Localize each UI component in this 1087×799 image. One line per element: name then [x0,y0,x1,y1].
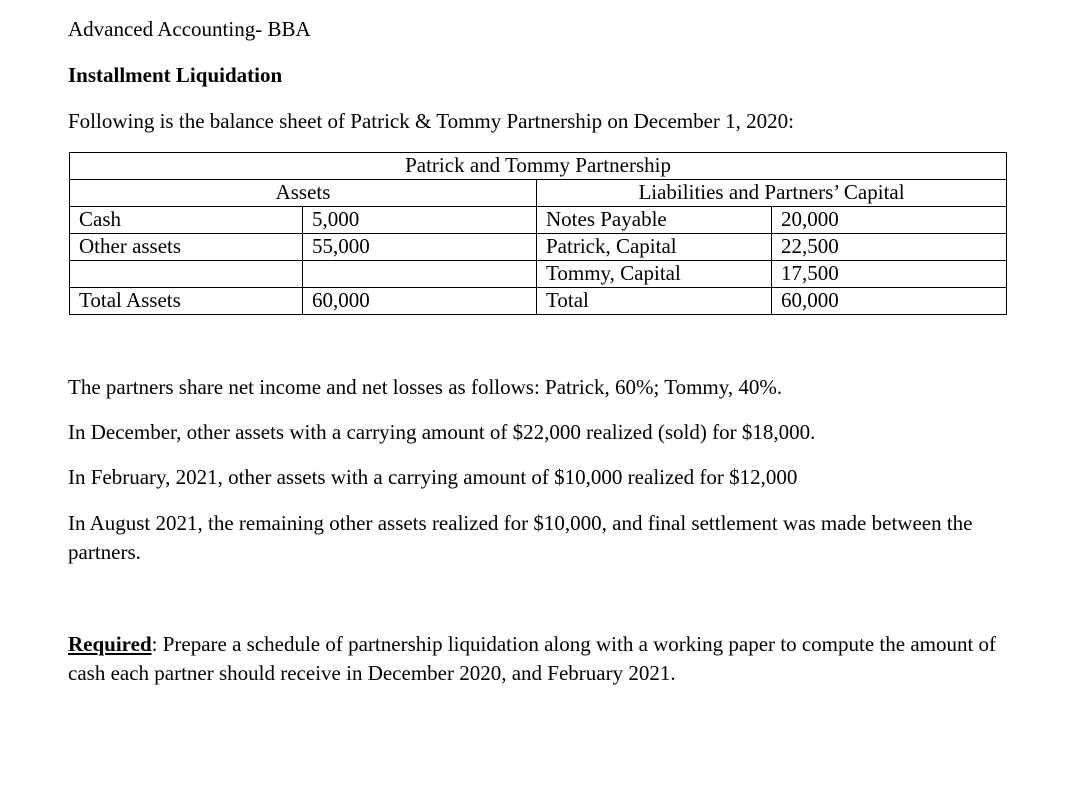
asset-label-empty [70,261,303,288]
liability-value-patrick: 22,500 [772,234,1007,261]
total-assets-label: Total Assets [70,288,303,315]
total-liabilities-label: Total [537,288,772,315]
liability-value-notes: 20,000 [772,207,1007,234]
asset-value-empty [303,261,537,288]
profit-sharing-text: The partners share net income and net losses as follows: Patrick, 60%; Tommy, 40%. [68,375,783,399]
liability-label-notes: Notes Payable [537,207,772,234]
balance-sheet-table [69,152,1007,315]
august-settlement-text: In August 2021, the remaining other assets realized for $10,000, and final settlement was made between the partners. [68,511,973,564]
february-sale-text: In February, 2021, other assets with a carrying amount of $10,000 realized for $12,000 [68,465,798,489]
required-paragraph [68,630,1008,688]
table-total-row [70,288,1007,315]
asset-label-other: Other assets [70,234,303,261]
asset-value-other: 55,000 [303,234,537,261]
december-sale-text: In December, other assets with a carrying amount of $22,000 realized (sold) for $18,000. [68,420,816,444]
intro-text: Following is the balance sheet of Patrick & Tommy Partnership on December 1, 2020: [68,109,794,133]
liability-label-tommy: Tommy, Capital [537,261,772,288]
asset-label-cash: Cash [70,207,303,234]
table-title-row [70,153,1007,180]
liabilities-header: Liabilities and Partners’ Capital [537,180,1007,207]
table-header-row [70,180,1007,207]
liability-label-patrick: Patrick, Capital [537,234,772,261]
required-label: Required [68,632,152,656]
topic-heading: Installment Liquidation [68,63,283,87]
total-liabilities-value: 60,000 [772,288,1007,315]
table-row [70,207,1007,234]
course-title: Advanced Accounting- BBA [68,17,311,41]
assets-header: Assets [70,180,537,207]
total-assets-value: 60,000 [303,288,537,315]
balance-sheet-title: Patrick and Tommy Partnership [70,153,1007,180]
table-row [70,234,1007,261]
asset-value-cash: 5,000 [303,207,537,234]
table-row [70,261,1007,288]
required-text: : Prepare a schedule of partnership liquidation along with a working paper to compute the amount of cash each partner should receive in December 2020, and February 2021. [68,632,997,685]
liability-value-tommy: 17,500 [772,261,1007,288]
